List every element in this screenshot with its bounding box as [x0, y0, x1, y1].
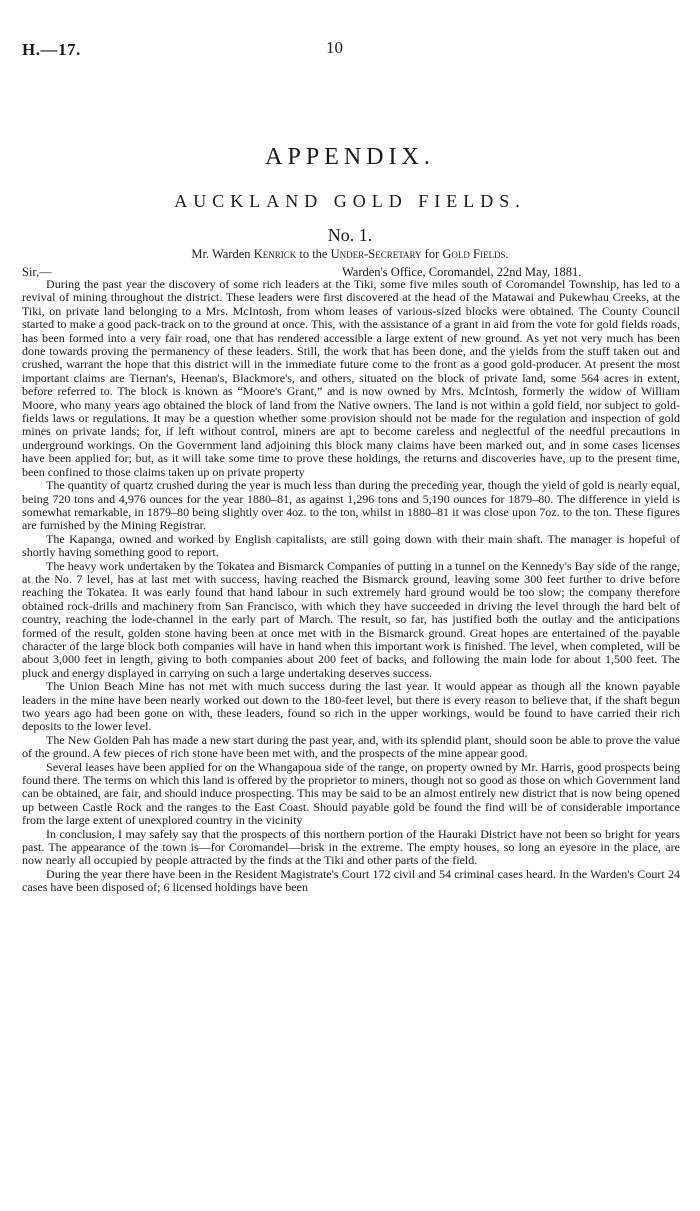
paragraph-tokatea-bismarck: The heavy work undertaken by the Tokatea and Bismarck Companies of putting in a tunnel on the Kennedy's Bay side of the range, at the No. 7 level, has at last met with success, having reached the Bismarck ground, leaving some 300 feet further to drive before reaching the Tokatea. It was early found that hand labour in such extremely hard ground would be too slow; the company therefore obtained rock-drills and machinery from San Francisco, with which they have succeeded in driving the level through the hard belt of country, reaching the lode-channel in the early part of March. The result, so far, has justified both the outlay and the anticipations formed of the result, golden stone having been at once met with in the Bismarck ground. Great hopes are entertained of the payable character of the large block both companies will have in hand when this important work is finished. The level, when completed, will be about 3,000 feet in length, giving to both companies about 200 feet of backs, and following the main lode for about 1,500 feet. The pluck and energy displayed in carrying on such a large undertaking deserves success.	[22, 558, 680, 680]
paragraph-kapanga: The Kapanga, owned and worked by English capitalists, are still going down with their main shaft. The manager is hopeful of shortly having something good to report.	[22, 531, 680, 560]
sender-address: Warden's Office, Coromandel, 22nd May, 1881.	[342, 265, 582, 279]
paragraph-courts: During the year there have been in the Resident Magistrate's Court 172 civil and 54 criminal cases heard. In the Warden's Court 24 cases have been disposed of; 6 licensed holdings have been	[22, 866, 680, 895]
salutation: Sir,—	[22, 265, 52, 279]
warden-name: Kenrick	[253, 247, 297, 261]
for-word: for	[421, 247, 443, 261]
to-word: to the	[296, 247, 331, 261]
paragraph-conclusion: In conclusion, I may safely say that the prospects of this northern portion of the Hauraki District have not been so bright for years past. The appearance of the town is—for Coromandel—brisk in the extreme. The empty houses, so long an eyesore in the place, are now nearly all occupied by people attracted by the finds at the Tiki and other parts of the field.	[22, 826, 680, 868]
paragraph-golden-pah: The New Golden Pah has made a new start during the past year, and, with its splendid plant, should soon be able to prove the value of the ground. A few pieces of rich stone have been met with, and the prospects of the mine appear good.	[22, 732, 680, 761]
paragraph-union-beach: The Union Beach Mine has not met with much success during the last year. It would appear as though all the known payable leaders in the mine have been nearly worked out down to the 180-feet level, but there is every reason to believe that, if the shaft begun two years ago had been gone on with, these leaders, found so rich in the upper workings, would be found to have carried their rich deposits to the lower level.	[22, 679, 680, 734]
department-name: Gold Fields	[442, 247, 506, 261]
letter-heading	[0, 247, 700, 262]
heading-period: .	[505, 247, 509, 261]
paragraph-tiki-discovery: During the past year the discovery of some rich leaders at the Tiki, some five miles south of Coromandel Township, has led to a revival of mining throughout the district. These leaders were first discovered at the head of the Matawai and Pukewhau Creeks, at the Tiki, on private land belonging to a Mrs. McIntosh, from whom leases of various-sized blocks were obtained. The County Council started to make a good pack-track on to the ground at once. This, with the assistance of a grant in aid from the vote for gold fields roads, has been formed into a very fair road, one that has rendered accessible a large extent of new ground. As yet not very much has been done towards proving the permanency of these leaders. Still, the work that has been done, and the yields from the stuff taken out and crushed, warrant the hope that this district will in the immediate future come to the front as a good gold-producer. At present the most important claims are Tiernan's, Heenan's, Blackmore's, and others, situated on the block of private land, some 564 acres in extent, before referred to. The block is known as “Moore's Grant,” and is now owned by Mrs. McIntosh, formerly the widow of William Moore, who many years ago obtained the block of land from the Native owners. The land is not within a gold field, nor subject to gold-fields laws or regulations. It may be a question whether some provision should not be made for the regulation and inspection of gold mines on private lands; for, if left without control, miners are apt to become careless and neglectful of the needful precautions in underground workings. On the Government land adjoining this block many claims have been marked out, and in some cases licenses have been applied for; but, as it will take some time to prove these holdings, the returns and discoveries have, up to the present time, been confined to those claims taken up on private property	[22, 277, 680, 479]
recipient-title: Under-Secretary	[330, 247, 422, 261]
paragraph-quartz-yield: The quantity of quartz crushed during the year is much less than during the preceding year, though the yield of gold is nearly equal, being 720 tons and 4,976 ounces for the year 1880–81, as against 1,296 tons and 5,190 ounces for 1879–80. The difference in yield is somewhat remarkable, in 1879–80 being slightly over 4oz. to the ton, whilst in 1880–81 it was close upon 7oz. to the ton. These figures are furnished by the Mining Registrar.	[22, 478, 680, 533]
page-number: 10	[326, 38, 343, 57]
letter-body	[22, 278, 680, 895]
from-prefix: Mr. Warden	[191, 247, 254, 261]
paragraph-whangapoua: Several leases have been applied for on the Whangapoua side of the range, on property owned by Mr. Harris, good prospects being found there. The terms on which this land is offered by the proprietor to miners, though not so good as those on which Government land can be obtained, are fair, and should induce prospecting. This may be said to be an almost entirely new district that is now being opened up between Castle Rock and the ranges to the East Coast. Should payable gold be found the find will be of considerable importance from the large extent of unexplored country in the vicinity	[22, 759, 680, 828]
section-title: AUCKLAND GOLD FIELDS.	[174, 191, 526, 211]
document-number: No. 1.	[327, 225, 373, 245]
page-reference: H.—17.	[22, 40, 81, 59]
appendix-title: APPENDIX.	[265, 144, 435, 170]
